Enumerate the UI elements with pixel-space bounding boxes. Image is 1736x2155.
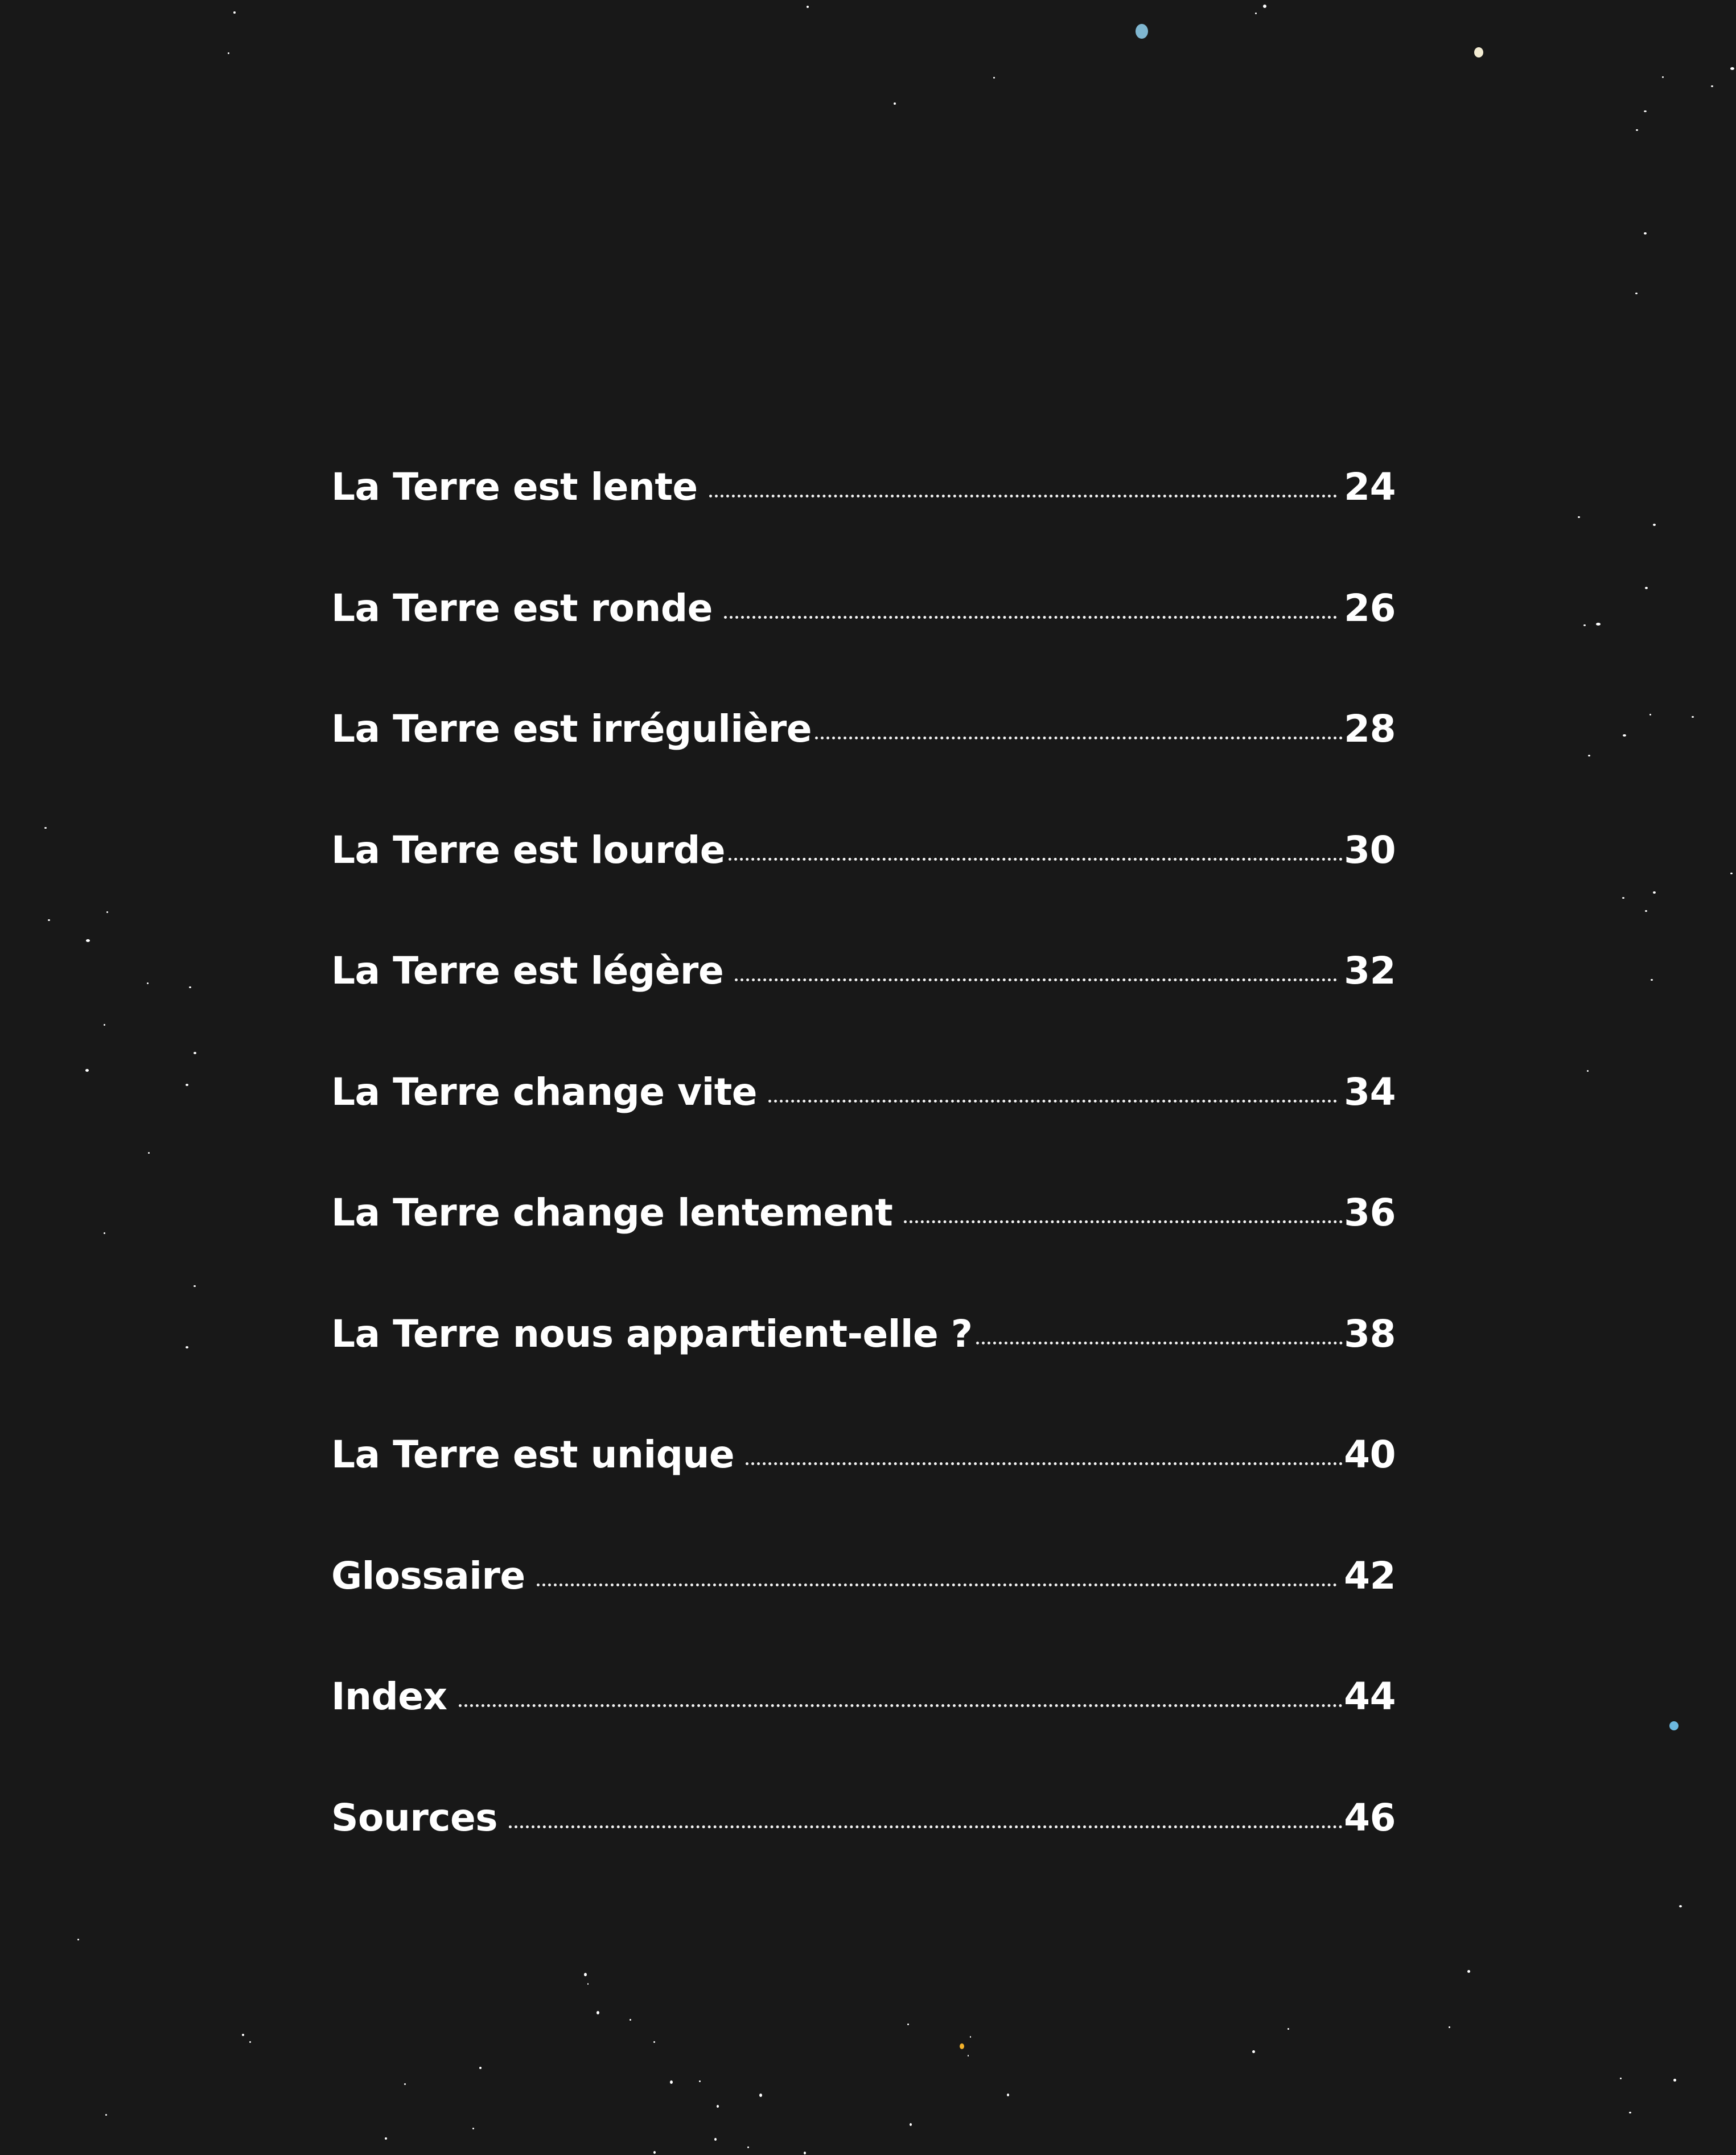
star-icon — [1692, 716, 1694, 718]
star-icon — [717, 2105, 719, 2108]
blue-planet-icon — [1669, 1721, 1679, 1730]
toc-entry-title: Index — [331, 1675, 447, 1718]
toc-entry-title: La Terre est irrégulière — [331, 707, 812, 751]
toc-entry-page: 34 — [1344, 1070, 1396, 1114]
star-icon — [242, 2034, 244, 2036]
star-icon — [1636, 129, 1638, 131]
star-icon — [1653, 891, 1656, 894]
toc-entry[interactable] — [331, 1665, 1396, 1786]
dot-leader — [746, 1462, 1343, 1465]
star-icon — [1730, 67, 1734, 70]
star-icon — [194, 1285, 196, 1287]
star-icon — [1263, 5, 1266, 8]
toc-entry-title: La Terre est lente — [331, 465, 698, 509]
star-icon — [385, 2137, 387, 2140]
toc-entry-title: La Terre est unique — [331, 1433, 735, 1477]
star-icon — [1644, 110, 1647, 112]
star-icon — [1730, 873, 1733, 874]
toc-entry[interactable] — [331, 1786, 1396, 1907]
toc-entry-page: 36 — [1344, 1191, 1396, 1235]
toc-entry-page: 40 — [1344, 1433, 1396, 1477]
star-icon — [1649, 714, 1651, 715]
toc-entry[interactable] — [331, 1544, 1396, 1665]
star-icon — [1635, 293, 1638, 294]
star-icon — [804, 2152, 806, 2154]
toc-entry-page: 28 — [1344, 707, 1396, 751]
toc-entry[interactable] — [331, 455, 1396, 577]
star-icon — [653, 2041, 655, 2043]
star-icon — [1645, 587, 1648, 589]
star-icon — [1578, 516, 1580, 518]
star-icon — [1588, 755, 1590, 756]
toc-entry[interactable] — [331, 1302, 1396, 1424]
star-icon — [807, 6, 809, 8]
star-icon — [186, 1084, 188, 1086]
star-icon — [1255, 13, 1257, 14]
toc-entry-page: 42 — [1344, 1553, 1396, 1598]
star-icon — [907, 2024, 909, 2025]
star-icon — [587, 1983, 589, 1985]
toc-entry[interactable] — [331, 577, 1396, 698]
toc-entry[interactable] — [331, 1060, 1396, 1182]
dot-leader — [904, 1220, 1343, 1223]
star-icon — [228, 52, 229, 54]
star-icon — [759, 2094, 762, 2097]
star-icon — [104, 1232, 105, 1234]
star-icon — [148, 1152, 150, 1154]
star-icon — [1252, 2050, 1255, 2053]
star-icon — [1007, 2094, 1009, 2096]
toc-entry-title: La Terre est lourde — [331, 828, 726, 872]
star-icon — [1587, 1070, 1589, 1072]
toc-entry-title: La Terre change vite — [331, 1070, 758, 1114]
star-icon — [1623, 734, 1626, 737]
dot-leader — [459, 1704, 1343, 1707]
star-icon — [104, 1024, 105, 1026]
toc-entry-page: 24 — [1344, 465, 1396, 509]
star-icon — [44, 827, 47, 829]
star-icon — [1679, 1905, 1682, 1907]
toc-entry-page: 44 — [1344, 1675, 1396, 1718]
star-icon — [584, 1973, 587, 1976]
toc-entry[interactable] — [331, 819, 1396, 940]
toc-entry[interactable] — [331, 1181, 1396, 1302]
star-icon — [77, 1939, 79, 1940]
dot-leader — [976, 1342, 1343, 1344]
dot-leader — [768, 1100, 1337, 1103]
star-icon — [194, 1052, 196, 1054]
star-icon — [1711, 85, 1713, 87]
star-icon — [1287, 2028, 1289, 2030]
star-icon — [1622, 897, 1624, 899]
dot-leader — [537, 1584, 1337, 1586]
star-icon — [1596, 623, 1601, 626]
toc-entry[interactable] — [331, 697, 1396, 819]
star-icon — [714, 2138, 717, 2141]
dot-leader — [735, 978, 1337, 981]
star-icon — [472, 2128, 474, 2129]
dot-leader — [729, 858, 1343, 861]
toc-entry[interactable] — [331, 939, 1396, 1060]
dot-leader — [815, 737, 1343, 739]
star-icon — [1629, 2112, 1631, 2113]
star-icon — [1467, 1970, 1470, 1973]
star-icon — [249, 2041, 251, 2043]
dot-leader — [509, 1825, 1343, 1828]
star-icon — [1653, 524, 1656, 526]
toc-entry-page: 46 — [1344, 1795, 1396, 1840]
star-icon — [597, 2011, 599, 2014]
toc-entry[interactable] — [331, 1423, 1396, 1544]
star-icon — [1651, 979, 1653, 981]
star-icon — [1583, 624, 1586, 626]
star-icon — [233, 11, 236, 14]
star-icon — [747, 2146, 749, 2148]
dot-leader — [724, 616, 1337, 619]
star-icon — [1645, 910, 1647, 912]
toc-entry-title: La Terre change lentement — [331, 1191, 893, 1235]
star-icon — [653, 2151, 656, 2154]
star-icon — [85, 1069, 89, 1072]
star-icon — [106, 911, 108, 913]
dot-leader — [709, 495, 1337, 497]
blue-planet-icon — [1136, 24, 1148, 39]
star-icon — [993, 77, 995, 79]
star-icon — [699, 2080, 701, 2082]
star-icon — [910, 2123, 912, 2126]
star-icon — [1673, 2079, 1676, 2082]
yellow-star-icon — [960, 2043, 964, 2049]
toc-entry-title: La Terre est ronde — [331, 586, 713, 630]
star-icon — [48, 919, 50, 921]
star-icon — [1644, 232, 1647, 235]
star-icon — [86, 939, 90, 942]
star-icon — [1662, 76, 1664, 78]
toc-entry-page: 38 — [1344, 1311, 1396, 1356]
star-icon — [189, 986, 191, 988]
star-icon — [147, 982, 149, 984]
star-icon — [968, 2055, 969, 2057]
toc-entry-page: 32 — [1344, 949, 1396, 993]
star-icon — [1620, 2078, 1622, 2079]
cream-planet-icon — [1474, 47, 1483, 57]
star-icon — [404, 2083, 406, 2085]
star-icon — [970, 2036, 971, 2038]
star-icon — [105, 2114, 107, 2116]
star-icon — [670, 2080, 673, 2084]
star-icon — [1449, 2026, 1450, 2028]
star-icon — [630, 2019, 631, 2021]
star-icon — [894, 102, 896, 105]
toc-entry-page: 26 — [1344, 586, 1396, 630]
toc-entry-title: La Terre est légère — [331, 949, 724, 993]
table-of-contents — [331, 455, 1396, 1907]
toc-entry-title: La Terre nous appartient-elle ? — [331, 1311, 973, 1356]
star-icon — [479, 2067, 482, 2069]
toc-entry-page: 30 — [1344, 828, 1396, 872]
star-icon — [186, 1346, 188, 1348]
toc-entry-title: Sources — [331, 1795, 498, 1840]
toc-entry-title: Glossaire — [331, 1553, 525, 1598]
